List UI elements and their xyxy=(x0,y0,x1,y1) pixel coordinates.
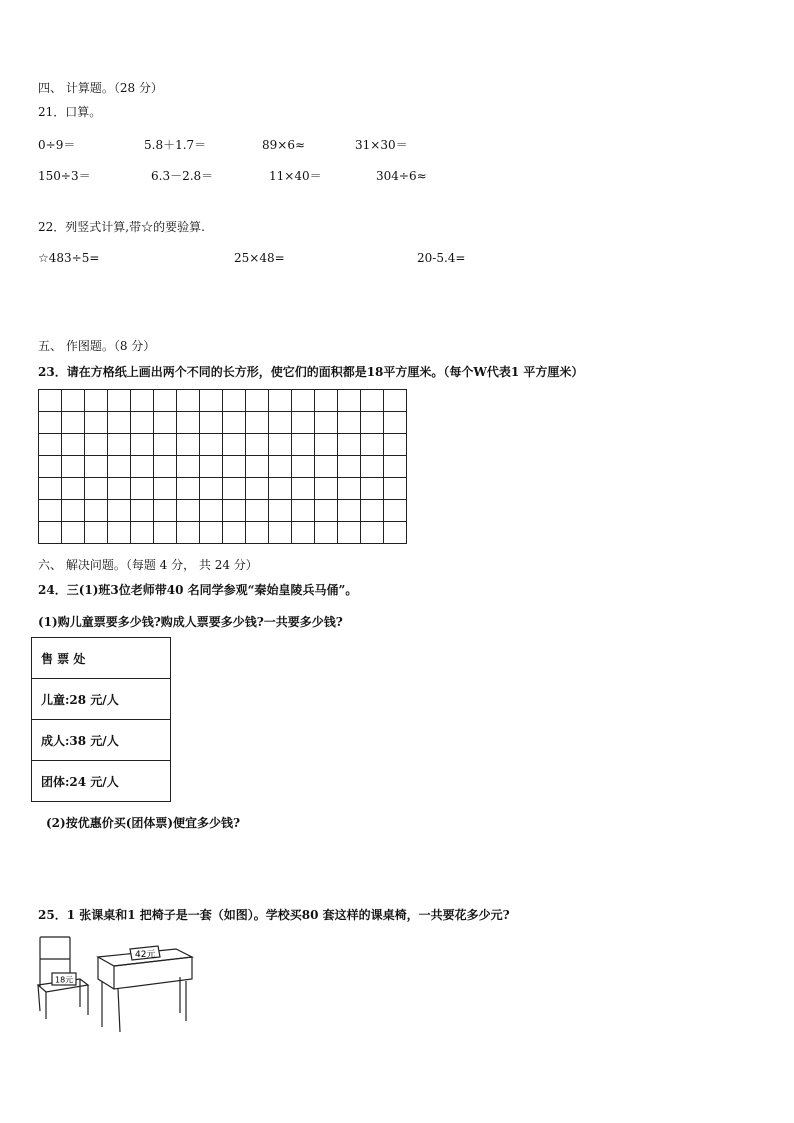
grid-cell[interactable] xyxy=(108,456,131,478)
oral-calc-item: 150÷3＝ xyxy=(38,169,91,183)
grid-cell[interactable] xyxy=(292,478,315,500)
question-23-title: 23．请在方格纸上画出两个不同的长方形，使它们的面积都是18平方厘米。（每个W代表1 平方厘米） xyxy=(38,365,584,379)
section-4-heading: 四、 计算题。（28 分） xyxy=(38,81,163,95)
grid-cell[interactable] xyxy=(39,412,62,434)
grid-cell[interactable] xyxy=(177,478,200,500)
oral-calc-item: 11×40＝ xyxy=(269,169,322,183)
grid-cell[interactable] xyxy=(177,456,200,478)
grid-cell[interactable] xyxy=(39,478,62,500)
grid-cell[interactable] xyxy=(154,478,177,500)
grid-cell[interactable] xyxy=(361,500,384,522)
grid-cell[interactable] xyxy=(292,500,315,522)
grid-cell[interactable] xyxy=(384,456,407,478)
grid-cell[interactable] xyxy=(338,412,361,434)
grid-cell[interactable] xyxy=(108,390,131,412)
grid-cell[interactable] xyxy=(269,522,292,544)
grid-cell[interactable] xyxy=(384,500,407,522)
grid-cell[interactable] xyxy=(177,390,200,412)
oral-calc-item: 31×30＝ xyxy=(355,138,408,152)
grid-cell[interactable] xyxy=(200,412,223,434)
grid-cell[interactable] xyxy=(315,478,338,500)
grid-cell[interactable] xyxy=(177,434,200,456)
grid-cell[interactable] xyxy=(154,412,177,434)
grid-cell[interactable] xyxy=(62,500,85,522)
grid-cell[interactable] xyxy=(154,390,177,412)
grid-cell[interactable] xyxy=(361,456,384,478)
grid-cell[interactable] xyxy=(62,412,85,434)
grid-cell[interactable] xyxy=(246,522,269,544)
grid-cell[interactable] xyxy=(315,456,338,478)
grid-cell[interactable] xyxy=(384,478,407,500)
grid-cell[interactable] xyxy=(154,500,177,522)
grid-cell[interactable] xyxy=(131,434,154,456)
question-25-title: 25．1 张课桌和1 把椅子是一套（如图）。学校买80 套这样的课桌椅，一共要花多少元? xyxy=(38,908,510,922)
grid-cell[interactable] xyxy=(246,456,269,478)
grid-cell[interactable] xyxy=(269,390,292,412)
vertical-calc-item: ☆483÷5= xyxy=(38,251,100,265)
grid-cell[interactable] xyxy=(85,390,108,412)
section-6-heading: 六、 解决问题。（每题 4 分， 共 24 分） xyxy=(38,558,258,572)
grid-cell[interactable] xyxy=(361,390,384,412)
ticket-office-label: 售 票 处 xyxy=(32,638,171,679)
grid-cell[interactable] xyxy=(361,522,384,544)
adult-price: 成人:38 元/人 xyxy=(32,720,171,761)
grid-cell[interactable] xyxy=(223,412,246,434)
group-price: 团体:24 元/人 xyxy=(32,761,171,802)
grid-cell[interactable] xyxy=(246,412,269,434)
grid-cell[interactable] xyxy=(200,522,223,544)
question-21-title: 21．口算。 xyxy=(38,105,102,119)
grid-cell[interactable] xyxy=(200,500,223,522)
grid-cell[interactable] xyxy=(292,412,315,434)
grid-cell[interactable] xyxy=(39,434,62,456)
grid-cell[interactable] xyxy=(85,434,108,456)
grid-cell[interactable] xyxy=(384,522,407,544)
grid-cell[interactable] xyxy=(177,522,200,544)
oral-calc-item: 6.3－2.8＝ xyxy=(151,169,214,183)
grid-cell[interactable] xyxy=(338,390,361,412)
grid-cell[interactable] xyxy=(292,390,315,412)
grid-cell[interactable] xyxy=(108,478,131,500)
grid-cell[interactable] xyxy=(62,522,85,544)
grid-cell[interactable] xyxy=(108,434,131,456)
grid-cell[interactable] xyxy=(85,522,108,544)
grid-cell[interactable] xyxy=(131,522,154,544)
grid-cell[interactable] xyxy=(246,434,269,456)
ticket-price-table xyxy=(31,637,171,802)
grid-cell[interactable] xyxy=(85,478,108,500)
grid-cell[interactable] xyxy=(62,456,85,478)
grid-cell[interactable] xyxy=(292,434,315,456)
grid-cell[interactable] xyxy=(223,456,246,478)
grid-cell[interactable] xyxy=(315,412,338,434)
grid-cell[interactable] xyxy=(200,390,223,412)
grid-cell[interactable] xyxy=(108,412,131,434)
grid-cell[interactable] xyxy=(223,434,246,456)
grid-cell[interactable] xyxy=(177,500,200,522)
grid-cell[interactable] xyxy=(269,500,292,522)
grid-cell[interactable] xyxy=(131,390,154,412)
oral-calc-item: 0÷9＝ xyxy=(38,138,76,152)
grid-cell[interactable] xyxy=(384,390,407,412)
grid-cell[interactable] xyxy=(269,456,292,478)
grid-cell[interactable] xyxy=(177,412,200,434)
grid-cell[interactable] xyxy=(315,522,338,544)
grid-cell[interactable] xyxy=(315,390,338,412)
grid-cell[interactable] xyxy=(384,412,407,434)
grid-cell[interactable] xyxy=(338,522,361,544)
question-24-title: 24．三(1)班3位老师带40 名同学参观“秦始皇陵兵马俑”。 xyxy=(38,583,358,597)
grid-cell[interactable] xyxy=(315,434,338,456)
square-grid-paper[interactable] xyxy=(38,389,407,544)
chair-price-tag: 18元 xyxy=(55,975,74,985)
oral-calc-item: 304÷6≈ xyxy=(376,169,427,183)
grid-cell[interactable] xyxy=(62,478,85,500)
vertical-calc-item: 20-5.4= xyxy=(417,251,466,265)
grid-cell[interactable] xyxy=(62,434,85,456)
grid-cell[interactable] xyxy=(292,522,315,544)
oral-calc-item: 89×6≈ xyxy=(262,138,306,152)
grid-cell[interactable] xyxy=(338,500,361,522)
grid-cell[interactable] xyxy=(154,434,177,456)
grid-cell[interactable] xyxy=(338,478,361,500)
grid-cell[interactable] xyxy=(39,522,62,544)
grid-cell[interactable] xyxy=(384,434,407,456)
grid-cell[interactable] xyxy=(223,500,246,522)
grid-cell[interactable] xyxy=(361,434,384,456)
vertical-calc-item: 25×48= xyxy=(234,251,285,265)
grid-cell[interactable] xyxy=(108,522,131,544)
grid-cell[interactable] xyxy=(131,412,154,434)
grid-cell[interactable] xyxy=(246,500,269,522)
grid-cell[interactable] xyxy=(154,456,177,478)
grid-cell[interactable] xyxy=(200,434,223,456)
oral-calc-item: 5.8＋1.7＝ xyxy=(144,138,207,152)
grid-cell[interactable] xyxy=(292,456,315,478)
grid-cell[interactable] xyxy=(85,500,108,522)
grid-cell[interactable] xyxy=(223,522,246,544)
grid-cell[interactable] xyxy=(315,500,338,522)
grid-cell[interactable] xyxy=(108,500,131,522)
child-price: 儿童:28 元/人 xyxy=(32,679,171,720)
grid-cell[interactable] xyxy=(131,478,154,500)
grid-cell[interactable] xyxy=(39,500,62,522)
grid-cell[interactable] xyxy=(131,500,154,522)
desk-and-chair-illustration xyxy=(36,935,216,1033)
grid-cell[interactable] xyxy=(269,412,292,434)
grid-cell[interactable] xyxy=(246,478,269,500)
grid-cell[interactable] xyxy=(62,390,85,412)
grid-cell[interactable] xyxy=(39,456,62,478)
grid-cell[interactable] xyxy=(269,478,292,500)
grid-cell[interactable] xyxy=(131,456,154,478)
grid-cell[interactable] xyxy=(338,434,361,456)
grid-cell[interactable] xyxy=(361,412,384,434)
grid-cell[interactable] xyxy=(85,412,108,434)
grid-cell[interactable] xyxy=(154,522,177,544)
question-22-title: 22．列竖式计算,带☆的要验算. xyxy=(38,220,205,234)
desk-price-tag: 42元 xyxy=(135,950,156,960)
grid-cell[interactable] xyxy=(223,478,246,500)
grid-cell[interactable] xyxy=(361,478,384,500)
grid-cell[interactable] xyxy=(223,390,246,412)
grid-cell[interactable] xyxy=(39,390,62,412)
grid-cell[interactable] xyxy=(200,456,223,478)
grid-cell[interactable] xyxy=(338,456,361,478)
section-5-heading: 五、 作图题。（8 分） xyxy=(38,339,156,353)
grid-cell[interactable] xyxy=(85,456,108,478)
grid-cell[interactable] xyxy=(200,478,223,500)
grid-cell[interactable] xyxy=(246,390,269,412)
grid-cell[interactable] xyxy=(269,434,292,456)
question-24-sub2: (2)按优惠价买(团体票)便宜多少钱? xyxy=(46,816,241,830)
question-24-sub1: (1)购儿童票要多少钱?购成人票要多少钱?一共要多少钱? xyxy=(38,615,343,629)
